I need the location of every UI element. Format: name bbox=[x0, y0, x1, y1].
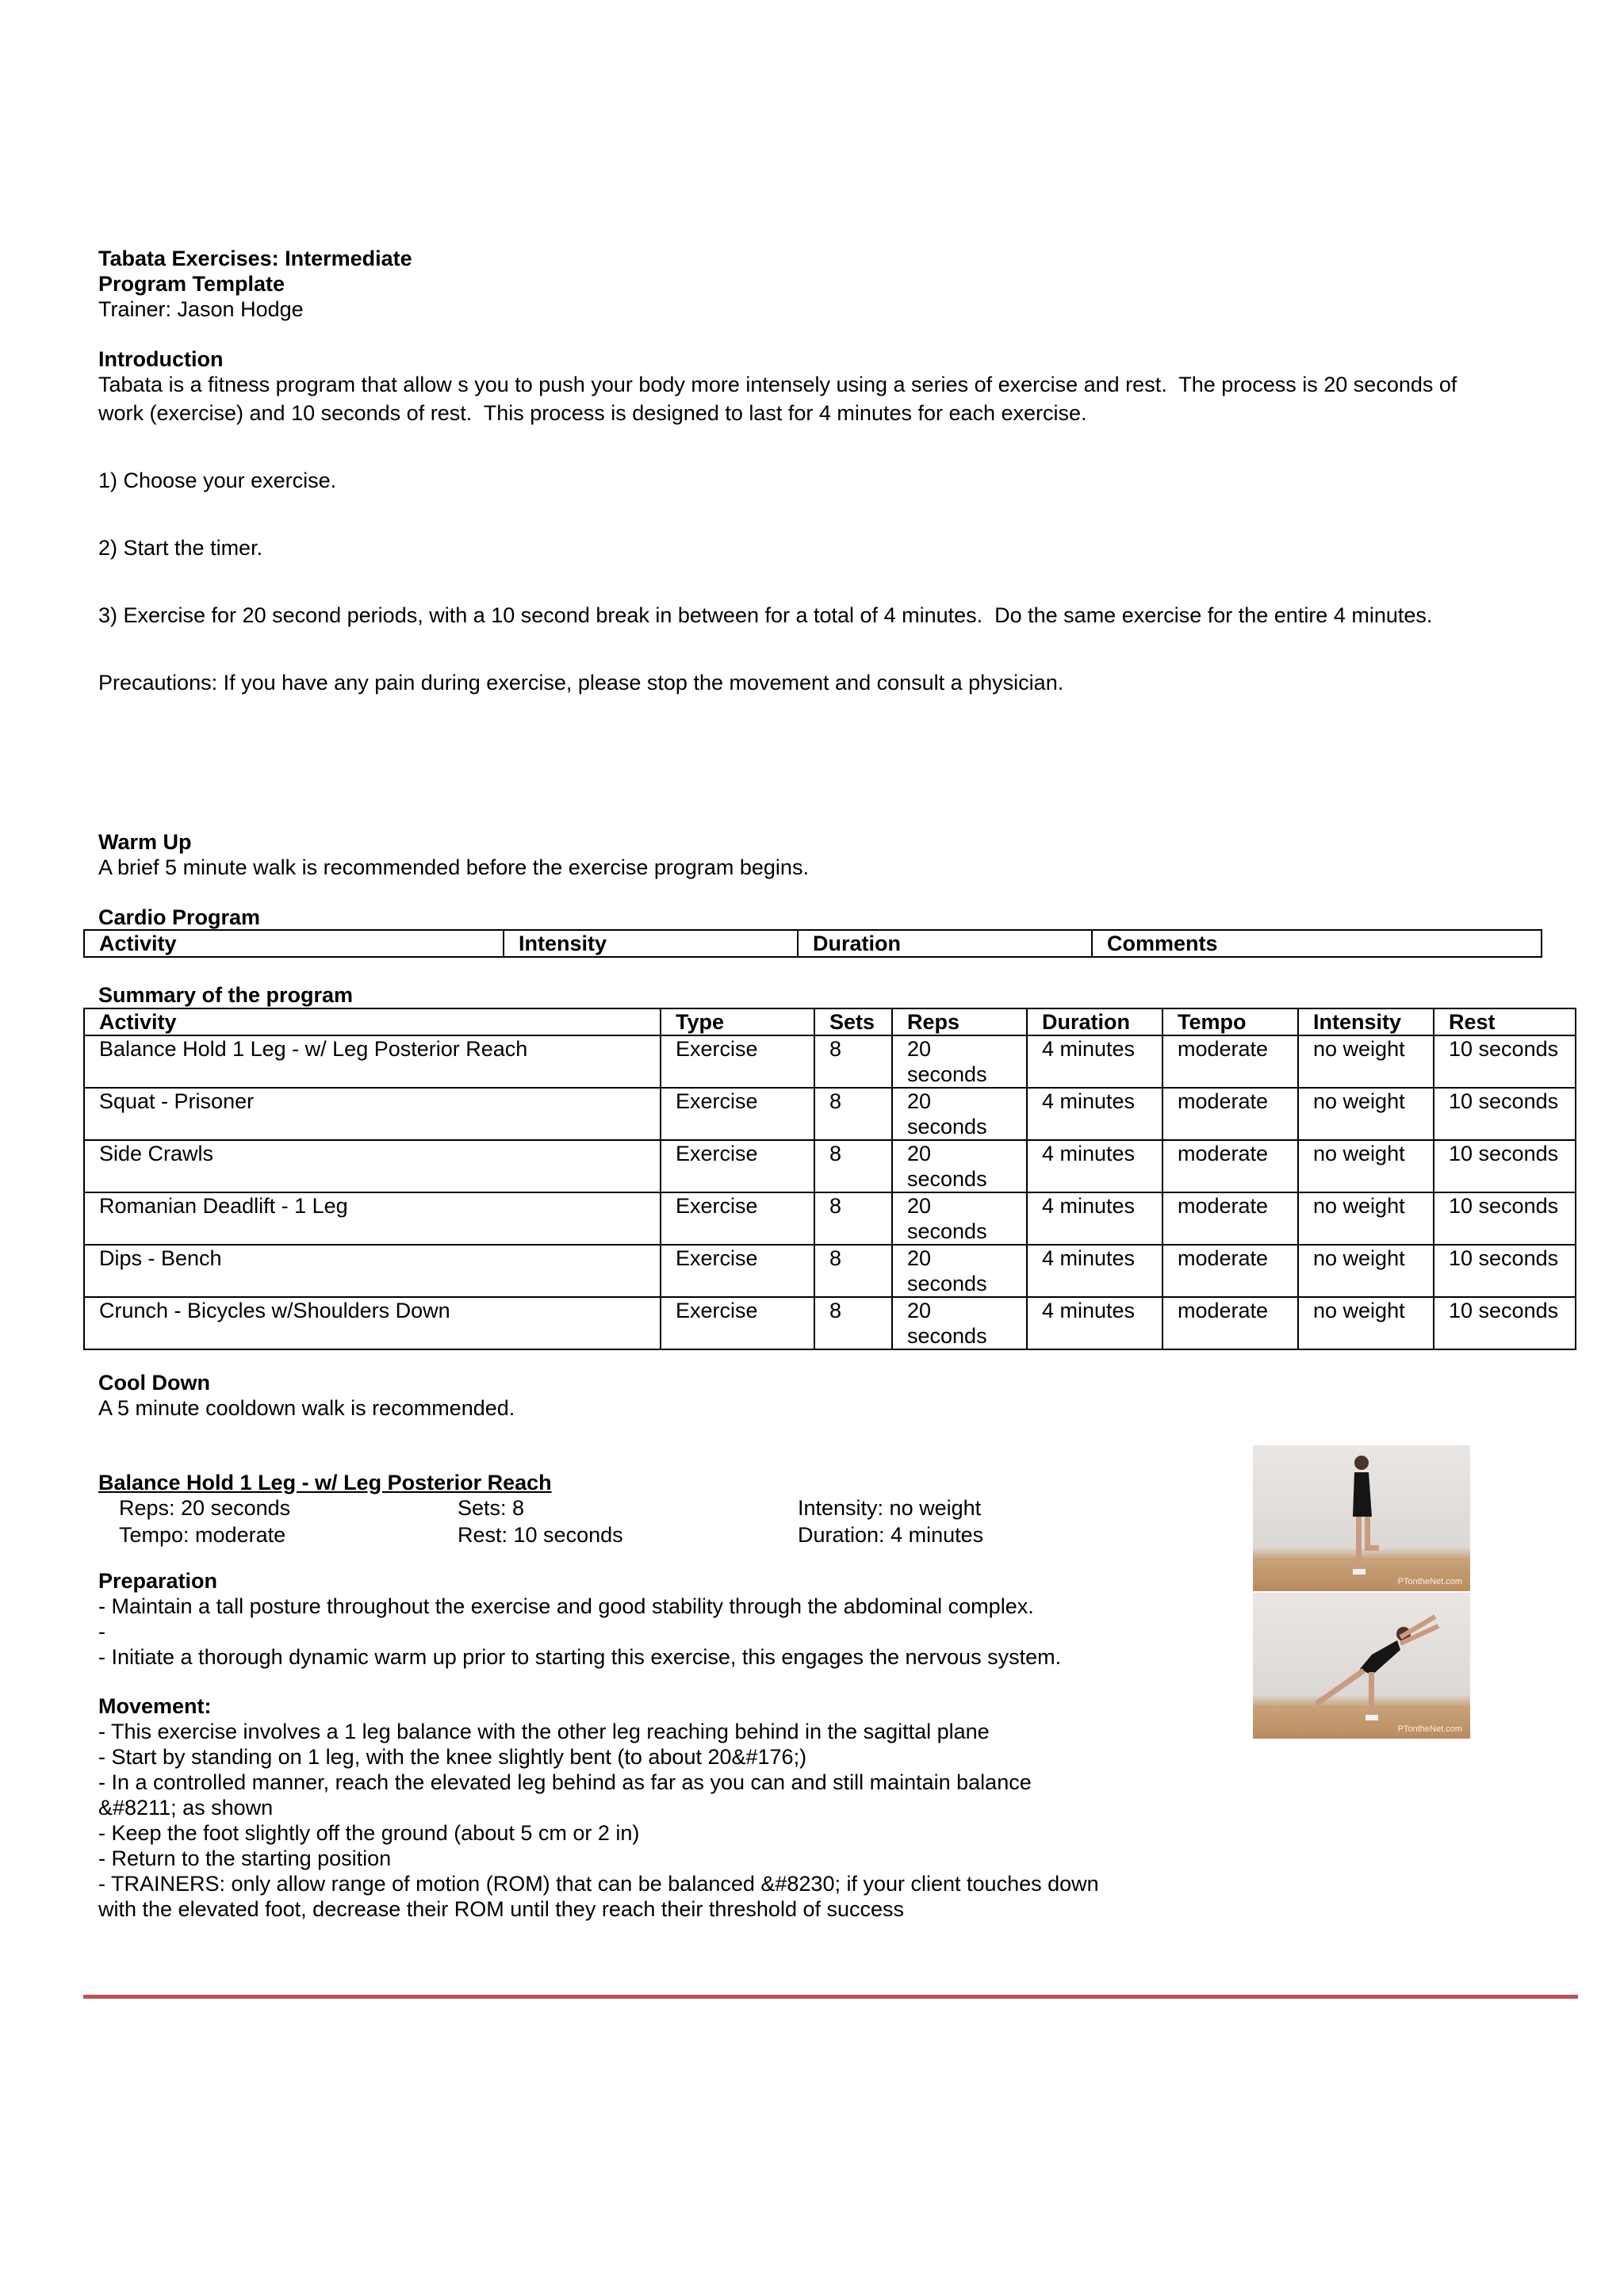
movement-list bbox=[98, 1719, 1099, 1922]
row-duration: 4 minutes bbox=[1027, 1245, 1162, 1297]
row-rest: 10 seconds bbox=[1434, 1245, 1576, 1297]
row-activity: Dips - Bench bbox=[84, 1245, 661, 1297]
list-item: - TRAINERS: only allow range of motion (ROM) that can be balanced &#8230; if your client touches down bbox=[98, 1872, 1099, 1896]
row-tempo: moderate bbox=[1162, 1088, 1298, 1140]
cardio-col-duration: Duration bbox=[798, 930, 1092, 957]
row-duration: 4 minutes bbox=[1027, 1088, 1162, 1140]
row-type: Exercise bbox=[661, 1297, 814, 1349]
row-reps-unit: seconds bbox=[907, 1272, 987, 1295]
row-reps-unit: seconds bbox=[907, 1219, 987, 1243]
row-activity: Crunch - Bicycles w/Shoulders Down bbox=[84, 1297, 661, 1349]
summary-heading: Summary of the program bbox=[98, 983, 354, 1007]
row-activity: Balance Hold 1 Leg - w/ Leg Posterior Reach bbox=[84, 1035, 661, 1088]
row-type: Exercise bbox=[661, 1140, 814, 1192]
row-reps-value: 20 bbox=[907, 1037, 932, 1061]
warmup-text: A brief 5 minute walk is recommended before the exercise program begins. bbox=[98, 855, 809, 879]
exercise-rest: Rest: 10 seconds bbox=[458, 1523, 623, 1547]
exercise-intensity: Intensity: no weight bbox=[798, 1496, 982, 1520]
row-rest: 10 seconds bbox=[1434, 1297, 1576, 1349]
intro-text-line-1: Tabata is a fitness program that allow s you to push your body more intensely using a series of exercise and rest. The process is 20 seconds of bbox=[98, 373, 1457, 396]
photo-watermark: PTontheNet.com bbox=[1397, 1724, 1462, 1734]
row-sets: 8 bbox=[814, 1140, 892, 1192]
summary-col-reps: Reps bbox=[892, 1008, 1027, 1035]
summary-header-row bbox=[84, 1008, 1576, 1035]
row-activity: Romanian Deadlift - 1 Leg bbox=[84, 1192, 661, 1245]
movement-heading: Movement: bbox=[98, 1694, 212, 1718]
row-sets: 8 bbox=[814, 1297, 892, 1349]
list-item: - Start by standing on 1 leg, with the knee slightly bent (to about 20&#176;) bbox=[98, 1745, 807, 1769]
intro-heading: Introduction bbox=[98, 347, 224, 371]
doc-title: Tabata Exercises: Intermediate bbox=[98, 247, 412, 270]
cardio-col-intensity: Intensity bbox=[504, 930, 798, 957]
row-sets: 8 bbox=[814, 1192, 892, 1245]
row-sets: 8 bbox=[814, 1035, 892, 1088]
intro-step-3: 3) Exercise for 20 second periods, with a 10 second break in between for a total of 4 minutes. Do the same exercise for the entire 4 minutes. bbox=[98, 603, 1433, 627]
row-duration: 4 minutes bbox=[1027, 1297, 1162, 1349]
row-reps-value: 20 bbox=[907, 1142, 932, 1165]
list-item: - bbox=[98, 1620, 105, 1644]
cooldown-heading: Cool Down bbox=[98, 1371, 210, 1395]
summary-table bbox=[83, 1008, 1576, 1350]
cardio-header-row bbox=[84, 930, 1542, 957]
list-item: - Initiate a thorough dynamic warm up prior to starting this exercise, this engages the nervous system. bbox=[98, 1645, 1062, 1669]
row-rest: 10 seconds bbox=[1434, 1088, 1576, 1140]
list-item: - Keep the foot slightly off the ground (about 5 cm or 2 in) bbox=[98, 1821, 640, 1845]
summary-col-sets: Sets bbox=[814, 1008, 892, 1035]
exercise-sets: Sets: 8 bbox=[458, 1496, 525, 1520]
row-tempo: moderate bbox=[1162, 1297, 1298, 1349]
trainer-name: Trainer: Jason Hodge bbox=[98, 297, 304, 321]
row-reps-value: 20 bbox=[907, 1299, 932, 1322]
cooldown-text: A 5 minute cooldown walk is recommended. bbox=[98, 1396, 515, 1420]
table-row bbox=[84, 1192, 1576, 1245]
row-reps-unit: seconds bbox=[907, 1115, 987, 1138]
row-sets: 8 bbox=[814, 1245, 892, 1297]
row-intensity: no weight bbox=[1298, 1088, 1434, 1140]
list-item: - In a controlled manner, reach the elevated leg behind as far as you can and still maintain balance bbox=[98, 1770, 1032, 1794]
row-activity: Squat - Prisoner bbox=[84, 1088, 661, 1140]
list-item: &#8211; as shown bbox=[98, 1796, 274, 1820]
exercise-title: Balance Hold 1 Leg - w/ Leg Posterior Reach bbox=[98, 1471, 552, 1494]
exercise-reps: Reps: 20 seconds bbox=[119, 1496, 291, 1520]
summary-col-duration: Duration bbox=[1027, 1008, 1162, 1035]
cardio-col-comments: Comments bbox=[1092, 930, 1542, 957]
photo-watermark: PTontheNet.com bbox=[1397, 1577, 1462, 1586]
row-reps-unit: seconds bbox=[907, 1167, 987, 1191]
summary-col-intensity: Intensity bbox=[1298, 1008, 1434, 1035]
row-duration: 4 minutes bbox=[1027, 1035, 1162, 1088]
row-intensity: no weight bbox=[1298, 1035, 1434, 1088]
row-intensity: no weight bbox=[1298, 1140, 1434, 1192]
list-item: - This exercise involves a 1 leg balance with the other leg reaching behind in the sagittal plane bbox=[98, 1720, 990, 1743]
table-row bbox=[84, 1140, 1576, 1192]
row-reps bbox=[892, 1245, 1027, 1297]
table-row bbox=[84, 1245, 1576, 1297]
row-intensity: no weight bbox=[1298, 1297, 1434, 1349]
row-duration: 4 minutes bbox=[1027, 1140, 1162, 1192]
list-item: - Maintain a tall posture throughout the exercise and good stability through the abdominal complex. bbox=[98, 1594, 1034, 1618]
row-rest: 10 seconds bbox=[1434, 1140, 1576, 1192]
row-reps bbox=[892, 1140, 1027, 1192]
row-type: Exercise bbox=[661, 1192, 814, 1245]
row-reps-unit: seconds bbox=[907, 1324, 987, 1348]
row-type: Exercise bbox=[661, 1035, 814, 1088]
intro-text-line-2: work (exercise) and 10 seconds of rest. This process is designed to last for 4 minutes for each exercise. bbox=[98, 401, 1087, 425]
row-tempo: moderate bbox=[1162, 1140, 1298, 1192]
exercise-duration: Duration: 4 minutes bbox=[798, 1523, 984, 1547]
row-type: Exercise bbox=[661, 1245, 814, 1297]
exercise-photo-start bbox=[1253, 1445, 1470, 1591]
footer-divider bbox=[83, 1995, 1578, 1999]
standing-figure-icon bbox=[1253, 1445, 1470, 1591]
cardio-col-activity: Activity bbox=[84, 930, 504, 957]
doc-subtitle: Program Template bbox=[98, 272, 285, 296]
table-row bbox=[84, 1035, 1576, 1088]
row-activity: Side Crawls bbox=[84, 1140, 661, 1192]
cardio-table bbox=[83, 929, 1542, 958]
summary-col-tempo: Tempo bbox=[1162, 1008, 1298, 1035]
row-intensity: no weight bbox=[1298, 1245, 1434, 1297]
preparation-list bbox=[98, 1594, 1061, 1670]
row-tempo: moderate bbox=[1162, 1035, 1298, 1088]
row-reps-value: 20 bbox=[907, 1194, 932, 1218]
precautions-text: Precautions: If you have any pain during exercise, please stop the movement and consult a physician. bbox=[98, 671, 1064, 695]
row-tempo: moderate bbox=[1162, 1192, 1298, 1245]
reaching-figure-icon bbox=[1253, 1593, 1470, 1739]
row-reps bbox=[892, 1192, 1027, 1245]
exercise-tempo: Tempo: moderate bbox=[119, 1523, 286, 1547]
table-row bbox=[84, 1297, 1576, 1349]
row-rest: 10 seconds bbox=[1434, 1035, 1576, 1088]
row-intensity: no weight bbox=[1298, 1192, 1434, 1245]
row-type: Exercise bbox=[661, 1088, 814, 1140]
list-item: with the elevated foot, decrease their ROM until they reach their threshold of success bbox=[98, 1897, 905, 1921]
list-item: - Return to the starting position bbox=[98, 1846, 392, 1870]
preparation-heading: Preparation bbox=[98, 1569, 218, 1593]
row-reps bbox=[892, 1297, 1027, 1349]
intro-step-2: 2) Start the timer. bbox=[98, 536, 263, 560]
row-duration: 4 minutes bbox=[1027, 1192, 1162, 1245]
row-reps bbox=[892, 1035, 1027, 1088]
row-reps-value: 20 bbox=[907, 1246, 932, 1270]
row-reps-value: 20 bbox=[907, 1089, 932, 1113]
intro-step-1: 1) Choose your exercise. bbox=[98, 469, 337, 492]
cardio-heading: Cardio Program bbox=[98, 905, 261, 929]
row-reps bbox=[892, 1088, 1027, 1140]
summary-col-activity: Activity bbox=[84, 1008, 661, 1035]
warmup-heading: Warm Up bbox=[98, 830, 192, 854]
row-tempo: moderate bbox=[1162, 1245, 1298, 1297]
row-sets: 8 bbox=[814, 1088, 892, 1140]
summary-col-rest: Rest bbox=[1434, 1008, 1576, 1035]
summary-col-type: Type bbox=[661, 1008, 814, 1035]
row-reps-unit: seconds bbox=[907, 1062, 987, 1086]
table-row bbox=[84, 1088, 1576, 1140]
exercise-photo-reach bbox=[1253, 1593, 1470, 1739]
row-rest: 10 seconds bbox=[1434, 1192, 1576, 1245]
